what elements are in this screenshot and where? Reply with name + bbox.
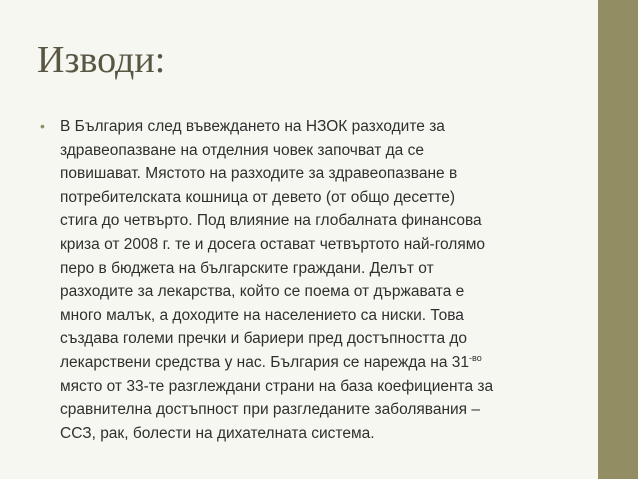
bullet-text-line: ССЗ, рак, болести на дихателната система.: [60, 424, 375, 442]
bullet-text-line: място от 33-те разглеждани страни на база коефициента за: [60, 377, 494, 395]
slide-title: Изводи:: [37, 39, 166, 81]
bullet-text-line: здравеопазване на отделния човек започват да се: [60, 141, 424, 159]
bullet-dot-icon: •: [40, 118, 45, 134]
bullet-text-line: В България след въвеждането на НЗОК разходите за: [60, 118, 445, 135]
bullet-text-line: създава големи пречки и бариери пред достъпността до: [60, 330, 468, 348]
ordinal-superscript: -во: [469, 352, 482, 363]
bullet-text-line: криза от 2008 г. те и досега остават четвъртото най-голямо: [60, 235, 486, 253]
bullet-text-line-with-superscript: [60, 351, 577, 375]
bullet-text-line: разходите за лекарства, който се поема от държавата е: [60, 283, 465, 301]
bullet-text-line: много малък, а доходите на населението са ниски. Това: [60, 306, 464, 324]
decorative-side-bar: [598, 0, 638, 479]
bullet-text-line: стига до четвърто. Под влияние на глобалната финансова: [60, 212, 482, 230]
bullet-text-fragment: лекарствени средства у нас. България се нарежда на 31: [60, 353, 470, 371]
bullet-list: [37, 115, 577, 445]
bullet-item: [37, 115, 577, 445]
bullet-text-line: потребителската кошница от девето (от общо десетте): [60, 188, 456, 206]
bullet-text-line: сравнителна достъпност при разгледаните заболявания –: [60, 401, 480, 419]
bullet-text-line: повишават. Мястото на разходите за здравеопазване в: [60, 165, 458, 183]
bullet-text-line: перо в бюджета на българските граждани. Делът от: [60, 259, 434, 277]
